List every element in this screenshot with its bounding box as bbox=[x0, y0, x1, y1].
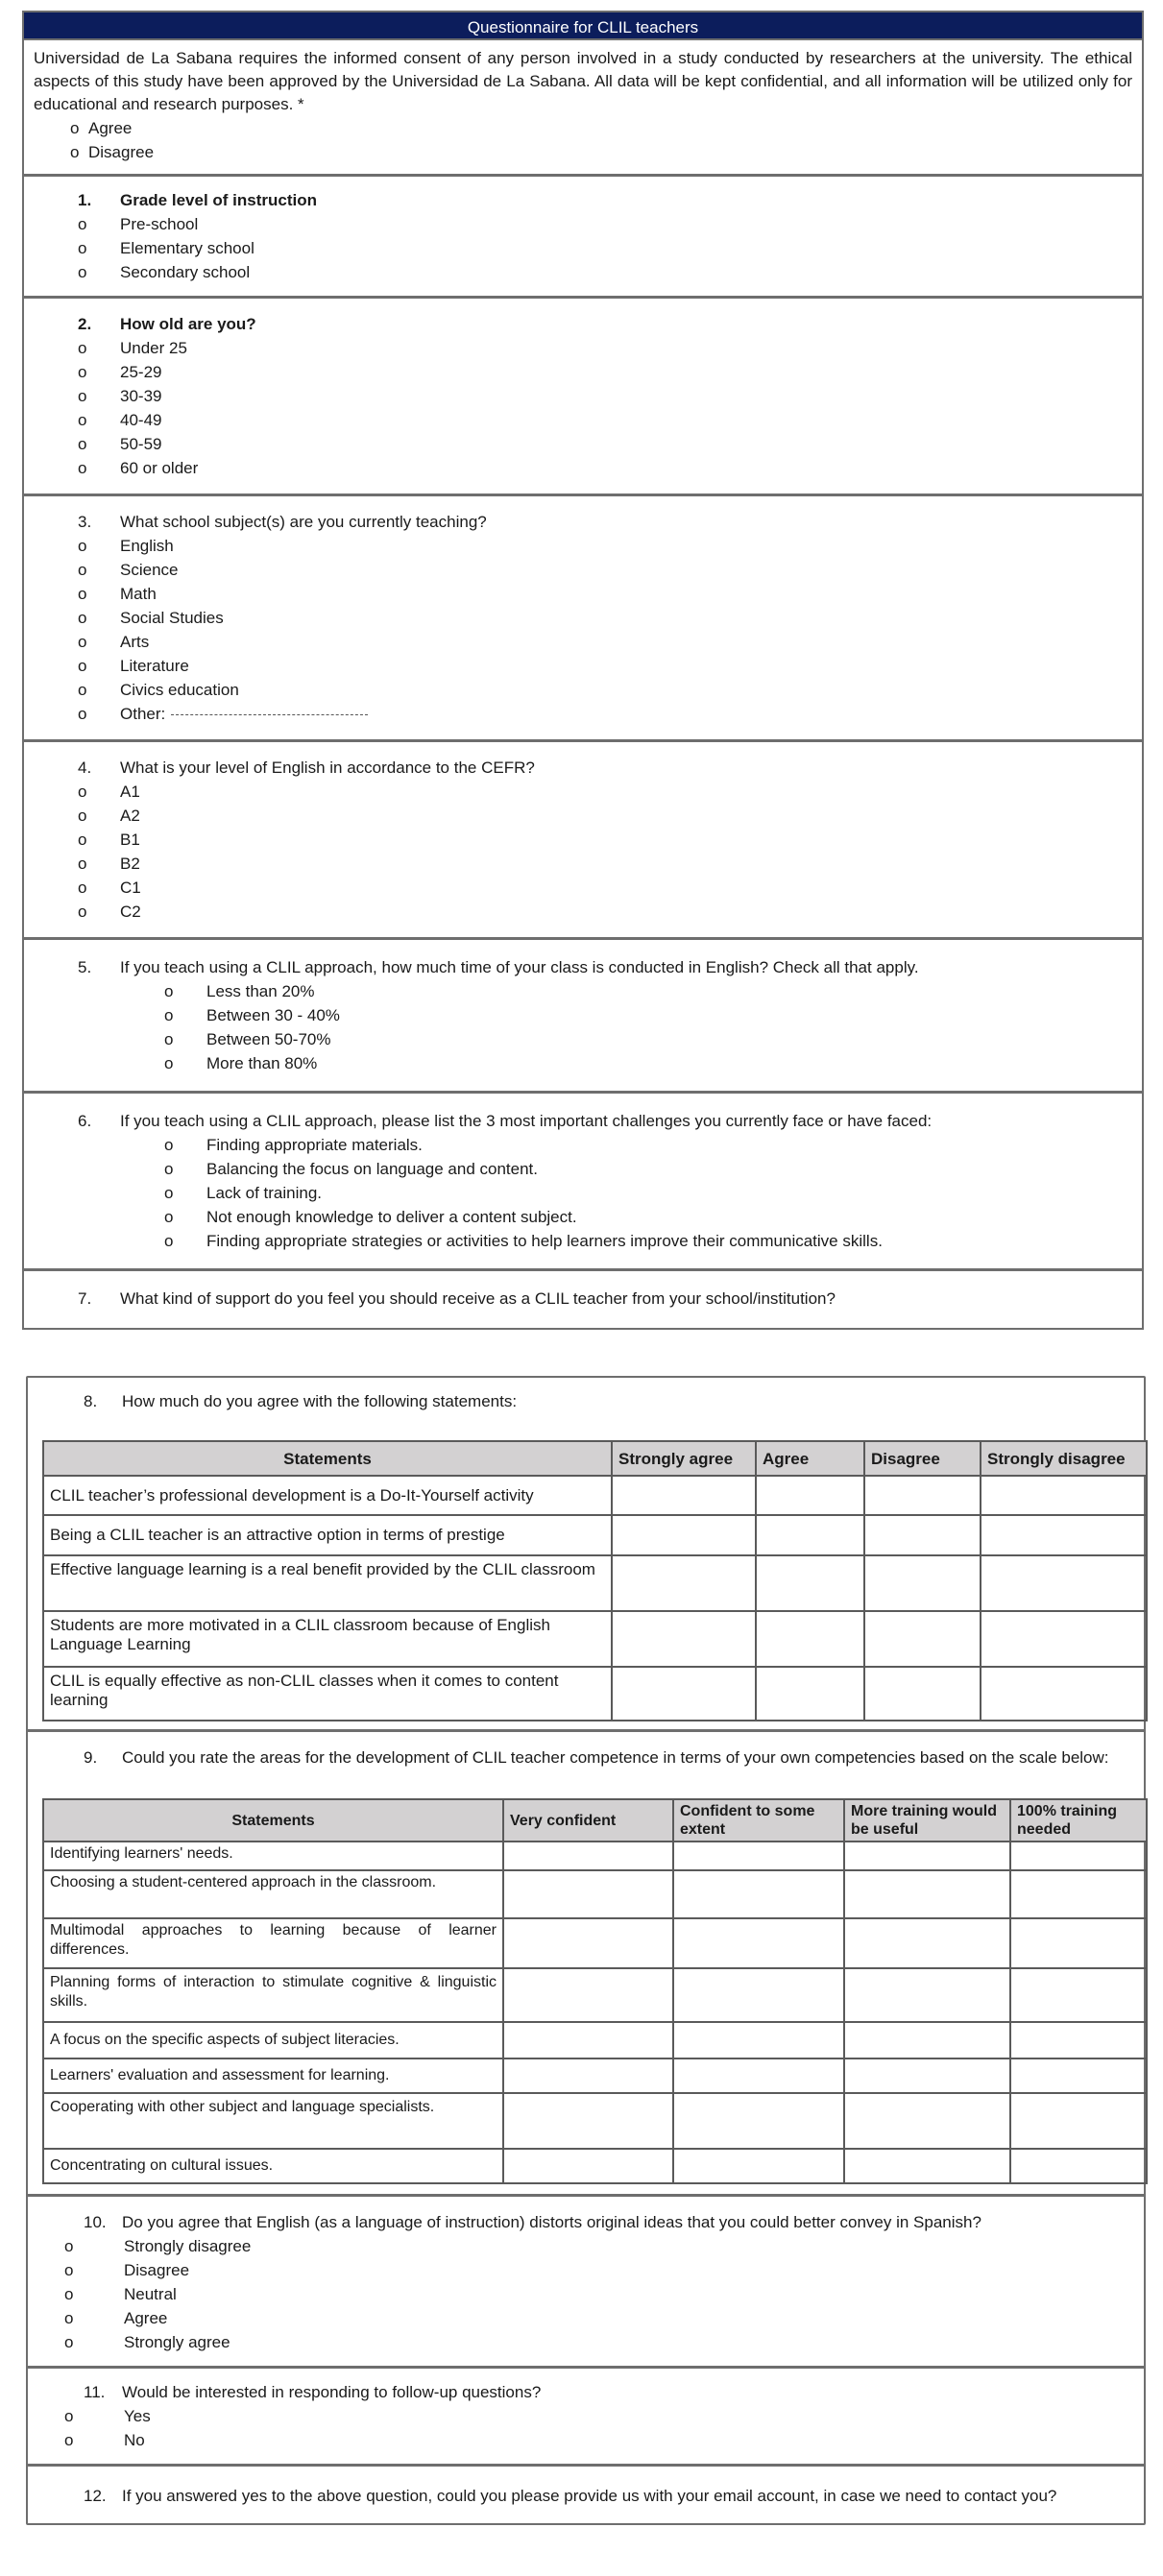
rating-cell-more-training[interactable] bbox=[844, 1968, 1010, 2022]
radio-bullet-icon[interactable]: o bbox=[78, 537, 87, 555]
option-label: Less than 20% bbox=[206, 982, 315, 1000]
rating-cell-confident-some-extent[interactable] bbox=[673, 2022, 844, 2058]
radio-bullet-icon[interactable]: o bbox=[78, 879, 87, 897]
radio-bullet-icon[interactable]: o bbox=[78, 339, 87, 357]
statement-cell: Being a CLIL teacher is an attractive option in terms of prestige bbox=[43, 1515, 612, 1555]
radio-bullet-icon[interactable]: o bbox=[70, 119, 80, 137]
column-header-strongly-agree: Strongly agree bbox=[612, 1441, 756, 1476]
option-neutral[interactable] bbox=[28, 2282, 1134, 2306]
option-label: C1 bbox=[120, 879, 141, 897]
rating-cell-confident-some-extent[interactable] bbox=[673, 1918, 844, 1968]
question-12-section[interactable] bbox=[28, 2467, 1144, 2523]
statement-cell: Students are more motivated in a CLIL classroom because of English Language Learning bbox=[43, 1611, 612, 1667]
question-text: How old are you? bbox=[120, 315, 256, 333]
rating-cell-full-training[interactable] bbox=[1010, 2149, 1147, 2183]
question-2-heading bbox=[24, 312, 1132, 336]
question-text: If you teach using a CLIL approach, how much time of your class is conducted in English? Check all that apply. bbox=[120, 958, 919, 976]
radio-bullet-icon[interactable]: o bbox=[78, 411, 87, 429]
question-7-section[interactable] bbox=[24, 1271, 1142, 1328]
consent-option-agree[interactable] bbox=[34, 116, 1132, 140]
competence-statement-cell: Learners' evaluation and assessment for learning. bbox=[43, 2058, 503, 2093]
agreement-table bbox=[42, 1440, 1148, 1721]
radio-bullet-icon[interactable]: o bbox=[64, 2285, 74, 2303]
rating-cell-full-training[interactable] bbox=[1010, 1842, 1147, 1870]
column-header-disagree: Disagree bbox=[864, 1441, 981, 1476]
option-label: More than 80% bbox=[206, 1054, 318, 1072]
response-cell-disagree[interactable] bbox=[864, 1515, 981, 1555]
rating-cell-full-training[interactable] bbox=[1010, 1968, 1147, 2022]
option-pre-school[interactable] bbox=[24, 212, 1132, 236]
question-number: 8. bbox=[84, 1392, 98, 1410]
response-cell-strongly-disagree[interactable] bbox=[981, 1555, 1147, 1611]
response-cell-agree[interactable] bbox=[756, 1515, 864, 1555]
rating-cell-confident-some-extent[interactable] bbox=[673, 1842, 844, 1870]
radio-bullet-icon[interactable]: o bbox=[78, 903, 87, 921]
question-1-heading bbox=[24, 188, 1132, 212]
checkbox-bullet-icon[interactable]: o bbox=[164, 1208, 174, 1226]
option-label: A1 bbox=[120, 782, 140, 801]
column-header-statements: Statements bbox=[43, 1441, 612, 1476]
option-less-than-20[interactable] bbox=[24, 979, 1132, 1003]
table-row bbox=[43, 1515, 1147, 1555]
rating-cell-more-training[interactable] bbox=[844, 2093, 1010, 2149]
other-text-blank[interactable] bbox=[171, 702, 368, 715]
competence-statement-cell: A focus on the specific aspects of subject literacies. bbox=[43, 2022, 503, 2058]
question-number: 2. bbox=[78, 315, 92, 333]
response-cell-disagree[interactable] bbox=[864, 1611, 981, 1667]
radio-bullet-icon[interactable]: o bbox=[78, 435, 87, 453]
option-label: 50-59 bbox=[120, 435, 162, 453]
radio-bullet-icon[interactable]: o bbox=[64, 2333, 74, 2351]
option-label: Neutral bbox=[124, 2285, 177, 2303]
column-header-strongly-disagree: Strongly disagree bbox=[981, 1441, 1147, 1476]
rating-cell-very-confident[interactable] bbox=[503, 1918, 673, 1968]
option-label: Math bbox=[120, 585, 157, 603]
response-cell-agree[interactable] bbox=[756, 1667, 864, 1721]
rating-cell-very-confident[interactable] bbox=[503, 2058, 673, 2093]
option-label: Lack of training. bbox=[206, 1184, 323, 1202]
question-text: What school subject(s) are you currently teaching? bbox=[120, 513, 487, 531]
question-3-section bbox=[24, 496, 1142, 742]
option-between-30-40[interactable] bbox=[24, 1003, 1132, 1027]
radio-bullet-icon[interactable]: o bbox=[78, 831, 87, 849]
rating-cell-full-training[interactable] bbox=[1010, 2093, 1147, 2149]
question-6-section bbox=[24, 1094, 1142, 1271]
column-header-very-confident: Very confident bbox=[503, 1799, 673, 1842]
question-6-heading bbox=[24, 1109, 1132, 1133]
option-label: Pre-school bbox=[120, 215, 199, 233]
question-number: 12. bbox=[84, 2487, 107, 2505]
option-30-39[interactable] bbox=[24, 384, 1132, 408]
question-4-section bbox=[24, 742, 1142, 940]
option-label: 25-29 bbox=[120, 363, 162, 381]
checkbox-bullet-icon[interactable]: o bbox=[164, 1160, 174, 1178]
question-2-section bbox=[24, 299, 1142, 496]
radio-bullet-icon[interactable]: o bbox=[64, 2407, 74, 2425]
question-4-heading bbox=[24, 756, 1132, 780]
radio-bullet-icon[interactable]: o bbox=[78, 585, 87, 603]
question-number: 10. bbox=[84, 2213, 107, 2231]
column-header-full-training-needed: 100% training needed bbox=[1010, 1799, 1147, 1842]
rating-cell-full-training[interactable] bbox=[1010, 1870, 1147, 1918]
question-text: If you teach using a CLIL approach, please list the 3 most important challenges you currently face or have faced: bbox=[120, 1112, 933, 1130]
option-label: 60 or older bbox=[120, 459, 199, 477]
rating-cell-very-confident[interactable] bbox=[503, 1870, 673, 1918]
table-row bbox=[43, 2149, 1147, 2183]
option-label: Between 30 - 40% bbox=[206, 1006, 340, 1024]
option-label: Yes bbox=[124, 2407, 151, 2425]
rating-cell-full-training[interactable] bbox=[1010, 2058, 1147, 2093]
question-text: How much do you agree with the following statements: bbox=[122, 1392, 518, 1410]
option-elementary-school[interactable] bbox=[24, 236, 1132, 260]
option-label: Under 25 bbox=[120, 339, 187, 357]
option-label: English bbox=[120, 537, 174, 555]
rating-cell-very-confident[interactable] bbox=[503, 2149, 673, 2183]
option-label: 30-39 bbox=[120, 387, 162, 405]
response-cell-strongly-agree[interactable] bbox=[612, 1611, 756, 1667]
response-cell-strongly-agree[interactable] bbox=[612, 1515, 756, 1555]
radio-bullet-icon[interactable]: o bbox=[78, 705, 87, 723]
rating-cell-more-training[interactable] bbox=[844, 1842, 1010, 1870]
rating-cell-very-confident[interactable] bbox=[503, 2022, 673, 2058]
question-text: If you answered yes to the above question, could you please provide us with your email account, in case we need to contact you? bbox=[122, 2487, 1057, 2505]
checkbox-bullet-icon[interactable]: o bbox=[164, 1006, 174, 1024]
option-40-49[interactable] bbox=[24, 408, 1132, 432]
rating-cell-very-confident[interactable] bbox=[503, 2093, 673, 2149]
option-label: Social Studies bbox=[120, 609, 224, 627]
option-label: Not enough knowledge to deliver a content subject. bbox=[206, 1208, 577, 1226]
question-text: Could you rate the areas for the development of CLIL teacher competence in terms of your own competencies based on the scale below: bbox=[122, 1748, 1109, 1767]
radio-bullet-icon[interactable]: o bbox=[78, 263, 87, 281]
rating-cell-confident-some-extent[interactable] bbox=[673, 1968, 844, 2022]
response-cell-disagree[interactable] bbox=[864, 1476, 981, 1515]
option-label: Secondary school bbox=[120, 263, 251, 281]
option-label: Arts bbox=[120, 633, 150, 651]
question-8-section bbox=[28, 1378, 1144, 1732]
rating-cell-very-confident[interactable] bbox=[503, 1842, 673, 1870]
option-label: B1 bbox=[120, 831, 140, 849]
radio-bullet-icon[interactable]: o bbox=[78, 561, 87, 579]
response-cell-strongly-agree[interactable] bbox=[612, 1555, 756, 1611]
option-label: Other: bbox=[120, 705, 166, 723]
option-other[interactable] bbox=[24, 702, 1132, 726]
option-label: Civics education bbox=[120, 681, 239, 699]
question-11-heading bbox=[28, 2380, 1134, 2404]
consent-text: Universidad de La Sabana requires the informed consent of any person involved in a study conducted by researchers at the university. The ethical aspects of this study have been approved by the Universidad de La Sabana. All data will be kept confidential, and all information will be utilized only for educational and research purposes. * bbox=[34, 49, 1132, 113]
questionnaire-frame-part2 bbox=[26, 1376, 1146, 2525]
option-agree[interactable] bbox=[28, 2306, 1134, 2330]
radio-bullet-icon[interactable]: o bbox=[78, 633, 87, 651]
option-label: Literature bbox=[120, 657, 189, 675]
radio-bullet-icon[interactable]: o bbox=[78, 459, 87, 477]
question-text: Would be interested in responding to follow-up questions? bbox=[122, 2383, 542, 2401]
response-cell-strongly-agree[interactable] bbox=[612, 1667, 756, 1721]
option-60-or-older[interactable] bbox=[24, 456, 1132, 480]
option-label: Elementary school bbox=[120, 239, 254, 257]
table-row bbox=[43, 1555, 1147, 1611]
rating-cell-confident-some-extent[interactable] bbox=[673, 2149, 844, 2183]
question-12-heading bbox=[28, 2484, 1134, 2508]
question-text: Grade level of instruction bbox=[120, 191, 317, 209]
response-cell-agree[interactable] bbox=[756, 1555, 864, 1611]
table-row bbox=[43, 2022, 1147, 2058]
rating-cell-confident-some-extent[interactable] bbox=[673, 2093, 844, 2149]
table-row bbox=[43, 1667, 1147, 1721]
option-label: Disagree bbox=[88, 143, 155, 161]
rating-cell-very-confident[interactable] bbox=[503, 1968, 673, 2022]
challenge-option-balancing[interactable] bbox=[24, 1157, 1132, 1181]
question-number: 4. bbox=[78, 758, 92, 777]
questionnaire-title: Questionnaire for CLIL teachers bbox=[22, 11, 1144, 40]
option-literature[interactable] bbox=[24, 654, 1132, 678]
table-row bbox=[43, 1870, 1147, 1918]
rating-cell-confident-some-extent[interactable] bbox=[673, 2058, 844, 2093]
question-3-heading bbox=[24, 510, 1132, 534]
radio-bullet-icon[interactable]: o bbox=[78, 215, 87, 233]
option-b2[interactable] bbox=[24, 852, 1132, 876]
competence-statement-cell: Multimodal approaches to learning because of learner differences. bbox=[43, 1918, 503, 1968]
table-row bbox=[43, 2093, 1147, 2149]
rating-cell-full-training[interactable] bbox=[1010, 1918, 1147, 1968]
question-text: What kind of support do you feel you should receive as a CLIL teacher from your school/institution? bbox=[120, 1289, 836, 1308]
table-row bbox=[43, 1968, 1147, 2022]
response-cell-disagree[interactable] bbox=[864, 1667, 981, 1721]
question-number: 1. bbox=[78, 191, 92, 209]
radio-bullet-icon[interactable]: o bbox=[64, 2309, 74, 2327]
option-50-59[interactable] bbox=[24, 432, 1132, 456]
competence-rating-table bbox=[42, 1798, 1148, 2184]
challenge-option-knowledge[interactable] bbox=[24, 1205, 1132, 1229]
question-7-heading bbox=[24, 1287, 1132, 1311]
response-cell-agree[interactable] bbox=[756, 1611, 864, 1667]
radio-bullet-icon[interactable]: o bbox=[78, 363, 87, 381]
option-b1[interactable] bbox=[24, 828, 1132, 852]
statement-cell: CLIL is equally effective as non-CLIL classes when it comes to content learning bbox=[43, 1667, 612, 1721]
option-label: Agree bbox=[124, 2309, 168, 2327]
option-label: Between 50-70% bbox=[206, 1030, 331, 1048]
question-number: 9. bbox=[84, 1748, 98, 1767]
question-10-section bbox=[28, 2197, 1144, 2369]
question-9-section bbox=[28, 1732, 1144, 2197]
question-number: 11. bbox=[84, 2383, 106, 2401]
competence-statement-cell: Choosing a student-centered approach in the classroom. bbox=[43, 1870, 503, 1918]
option-label: C2 bbox=[120, 903, 141, 921]
question-text: What is your level of English in accordance to the CEFR? bbox=[120, 758, 535, 777]
rating-cell-more-training[interactable] bbox=[844, 1870, 1010, 1918]
challenge-option-strategies[interactable] bbox=[24, 1229, 1132, 1253]
radio-bullet-icon[interactable]: o bbox=[64, 2261, 74, 2279]
option-math[interactable] bbox=[24, 582, 1132, 606]
option-yes[interactable] bbox=[28, 2404, 1134, 2428]
response-cell-strongly-disagree[interactable] bbox=[981, 1476, 1147, 1515]
option-label: Agree bbox=[88, 119, 133, 137]
radio-bullet-icon[interactable]: o bbox=[78, 609, 87, 627]
question-5-heading bbox=[24, 955, 1132, 979]
column-header-statements: Statements bbox=[43, 1799, 503, 1842]
option-c1[interactable] bbox=[24, 876, 1132, 900]
option-a2[interactable] bbox=[24, 804, 1132, 828]
checkbox-bullet-icon[interactable]: o bbox=[164, 1030, 174, 1048]
challenge-option-training[interactable] bbox=[24, 1181, 1132, 1205]
question-text: Do you agree that English (as a language of instruction) distorts original ideas that you could better convey in Spanish? bbox=[122, 2213, 981, 2231]
response-cell-strongly-disagree[interactable] bbox=[981, 1611, 1147, 1667]
option-under-25[interactable] bbox=[24, 336, 1132, 360]
option-label: Strongly disagree bbox=[124, 2237, 252, 2255]
option-between-50-70[interactable] bbox=[24, 1027, 1132, 1051]
option-science[interactable] bbox=[24, 558, 1132, 582]
option-label: 40-49 bbox=[120, 411, 162, 429]
option-label: Finding appropriate materials. bbox=[206, 1136, 423, 1154]
radio-bullet-icon[interactable]: o bbox=[78, 239, 87, 257]
rating-cell-more-training[interactable] bbox=[844, 2022, 1010, 2058]
radio-bullet-icon[interactable]: o bbox=[78, 387, 87, 405]
question-number: 6. bbox=[78, 1112, 92, 1130]
option-strongly-disagree[interactable] bbox=[28, 2234, 1134, 2258]
option-label: Balancing the focus on language and content. bbox=[206, 1160, 538, 1178]
option-secondary-school[interactable] bbox=[24, 260, 1132, 284]
option-more-than-80[interactable] bbox=[24, 1051, 1132, 1075]
checkbox-bullet-icon[interactable]: o bbox=[164, 1232, 174, 1250]
statement-cell: Effective language learning is a real benefit provided by the CLIL classroom bbox=[43, 1555, 612, 1611]
question-9-heading bbox=[28, 1732, 1144, 1798]
radio-bullet-icon[interactable]: o bbox=[64, 2237, 74, 2255]
checkbox-bullet-icon[interactable]: o bbox=[164, 1054, 174, 1072]
competence-statement-cell: Cooperating with other subject and language specialists. bbox=[43, 2093, 503, 2149]
radio-bullet-icon[interactable]: o bbox=[78, 681, 87, 699]
checkbox-bullet-icon[interactable]: o bbox=[164, 982, 174, 1000]
checkbox-bullet-icon[interactable]: o bbox=[164, 1184, 174, 1202]
table-row bbox=[43, 1476, 1147, 1515]
table-row bbox=[43, 1842, 1147, 1870]
response-cell-agree[interactable] bbox=[756, 1476, 864, 1515]
checkbox-bullet-icon[interactable]: o bbox=[164, 1136, 174, 1154]
radio-bullet-icon[interactable]: o bbox=[78, 782, 87, 801]
option-label: No bbox=[124, 2431, 145, 2449]
questionnaire-frame-part1 bbox=[22, 11, 1144, 1330]
option-english[interactable] bbox=[24, 534, 1132, 558]
option-strongly-agree[interactable] bbox=[28, 2330, 1134, 2354]
question-10-heading bbox=[28, 2210, 1134, 2234]
column-header-more-training: More training would be useful bbox=[844, 1799, 1010, 1842]
option-disagree[interactable] bbox=[28, 2258, 1134, 2282]
competence-statement-cell: Identifying learners' needs. bbox=[43, 1842, 503, 1870]
question-5-section bbox=[24, 940, 1142, 1094]
rating-cell-more-training[interactable] bbox=[844, 2149, 1010, 2183]
radio-bullet-icon[interactable]: o bbox=[78, 657, 87, 675]
rating-cell-confident-some-extent[interactable] bbox=[673, 1870, 844, 1918]
consent-option-disagree[interactable] bbox=[34, 140, 1132, 164]
column-header-agree: Agree bbox=[756, 1441, 864, 1476]
option-arts[interactable] bbox=[24, 630, 1132, 654]
response-cell-strongly-disagree[interactable] bbox=[981, 1667, 1147, 1721]
response-cell-strongly-disagree[interactable] bbox=[981, 1515, 1147, 1555]
option-label: Disagree bbox=[124, 2261, 190, 2279]
question-1-section bbox=[24, 177, 1142, 299]
question-number: 5. bbox=[78, 958, 92, 976]
radio-bullet-icon[interactable]: o bbox=[78, 855, 87, 873]
table-row bbox=[43, 1611, 1147, 1667]
response-cell-strongly-agree[interactable] bbox=[612, 1476, 756, 1515]
option-label: Finding appropriate strategies or activities to help learners improve their communicative skills. bbox=[206, 1232, 883, 1250]
option-civics-education[interactable] bbox=[24, 678, 1132, 702]
question-number: 3. bbox=[78, 513, 92, 531]
question-number: 7. bbox=[78, 1289, 92, 1308]
table-row bbox=[43, 1918, 1147, 1968]
option-label: B2 bbox=[120, 855, 140, 873]
rating-cell-full-training[interactable] bbox=[1010, 2022, 1147, 2058]
consent-section bbox=[24, 40, 1142, 177]
option-c2[interactable] bbox=[24, 900, 1132, 924]
rating-cell-more-training[interactable] bbox=[844, 1918, 1010, 1968]
challenge-option-materials[interactable] bbox=[24, 1133, 1132, 1157]
rating-cell-more-training[interactable] bbox=[844, 2058, 1010, 2093]
competence-statement-cell: Concentrating on cultural issues. bbox=[43, 2149, 503, 2183]
option-no[interactable] bbox=[28, 2428, 1134, 2452]
column-header-confident-some-extent: Confident to some extent bbox=[673, 1799, 844, 1842]
question-11-section bbox=[28, 2369, 1144, 2467]
option-label: Strongly agree bbox=[124, 2333, 230, 2351]
table-row bbox=[43, 2058, 1147, 2093]
option-label: A2 bbox=[120, 807, 140, 825]
radio-bullet-icon[interactable]: o bbox=[78, 807, 87, 825]
radio-bullet-icon[interactable]: o bbox=[70, 143, 80, 161]
competence-statement-cell: Planning forms of interaction to stimulate cognitive & linguistic skills. bbox=[43, 1968, 503, 2022]
option-label: Science bbox=[120, 561, 179, 579]
option-25-29[interactable] bbox=[24, 360, 1132, 384]
response-cell-disagree[interactable] bbox=[864, 1555, 981, 1611]
radio-bullet-icon[interactable]: o bbox=[64, 2431, 74, 2449]
option-a1[interactable] bbox=[24, 780, 1132, 804]
statement-cell: CLIL teacher’s professional development is a Do-It-Yourself activity bbox=[43, 1476, 612, 1515]
option-social-studies[interactable] bbox=[24, 606, 1132, 630]
question-8-heading bbox=[28, 1378, 1144, 1440]
